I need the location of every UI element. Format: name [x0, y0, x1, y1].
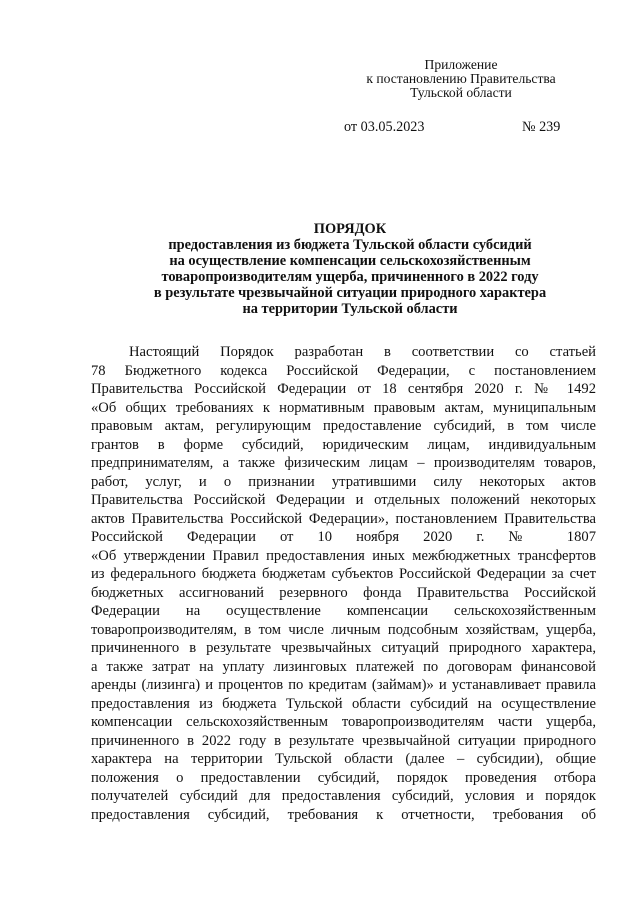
body-line: предоставления из бюджета Тульской области субсидий на осуществление	[91, 695, 596, 712]
body-line: причиненного в 2022 году в результате чрезвычайной ситуации природного	[91, 732, 596, 749]
body-line: 78 Бюджетного кодекса Российской Федерации, с постановлением	[91, 362, 596, 379]
body-line: причиненного в результате чрезвычайных ситуаций природного характера,	[91, 640, 596, 656]
title-line-1: ПОРЯДОК	[313, 221, 387, 237]
body-line: положения о предоставлении субсидий, порядок проведения отбора	[91, 769, 596, 786]
body-line: правовым актам, регулирующим предоставление субсидий, в том числе	[91, 418, 596, 434]
body-line: Правительства Российской Федерации и отдельных положений некоторых	[91, 492, 596, 508]
body-line: Федерации на осуществление компенсации сельскохозяйственным	[91, 603, 596, 619]
body-line: бюджетных ассигнований резервного фонда Правительства Российской	[91, 584, 596, 601]
decree-number: № 239	[522, 119, 561, 135]
body-line: из федерального бюджета бюджетам субъектов Российской Федерации за счет	[91, 566, 596, 582]
body-line: аренды (лизинга) и процентов по кредитам (займам)» и устанавливает правила	[91, 677, 596, 693]
body-line: компенсации сельскохозяйственным товаропроизводителям части ущерба,	[91, 714, 596, 730]
document-title	[100, 221, 600, 317]
body-line: Настоящий Порядок разработан в соответствии со статьей	[129, 344, 596, 360]
title-line-5: в результате чрезвычайной ситуации природного характера	[153, 285, 547, 301]
body-line: Правительства Российской Федерации от 18 сентября 2020 г. № 1492	[91, 381, 596, 397]
body-line: актов Правительства Российской Федерации», постановлением Правительства	[91, 510, 596, 527]
body-line: характера на территории Тульской области (далее – субсидии), общие	[91, 751, 596, 767]
appendix-header	[350, 58, 572, 100]
body-line: грантов в форме субсидий, юридическим лицам, индивидуальным	[91, 436, 596, 453]
body-line: Российской Федерации от 10 ноября 2020 г. № 1807	[91, 529, 596, 545]
body-paragraph	[91, 343, 596, 824]
body-line: получателей субсидий для предоставления субсидий, условия и порядок	[91, 788, 596, 804]
decree-date: от 03.05.2023	[344, 119, 425, 135]
body-line: предоставления субсидий, требования к отчетности, требования об	[91, 806, 596, 823]
body-line: «Об утверждении Правил предоставления иных межбюджетных трансфертов	[91, 547, 596, 564]
appendix-line-3: Тульской области	[410, 85, 512, 100]
body-line: «Об общих требованиях к нормативным правовым актам, муниципальным	[91, 399, 596, 416]
title-line-6: на территории Тульской области	[242, 301, 458, 317]
title-line-2: предоставления из бюджета Тульской области субсидий	[168, 237, 532, 253]
appendix-line-1: Приложение	[424, 57, 498, 72]
appendix-line-2: к постановлению Правительства	[366, 71, 556, 86]
body-line: товаропроизводителям, в том числе личным подсобным хозяйствам, ущерба,	[91, 621, 596, 638]
body-line: предпринимателям, а также физическим лицам – производителям товаров,	[91, 455, 596, 471]
title-line-3: на осуществление компенсации сельскохозяйственным	[169, 253, 531, 269]
title-line-4: товаропроизводителям ущерба, причиненного в 2022 году	[161, 269, 539, 285]
body-line: работ, услуг, и о признании утратившими силу некоторых актов	[91, 473, 596, 490]
body-line: а также затрат на уплату лизинговых платежей по договорам финансовой	[91, 658, 596, 675]
